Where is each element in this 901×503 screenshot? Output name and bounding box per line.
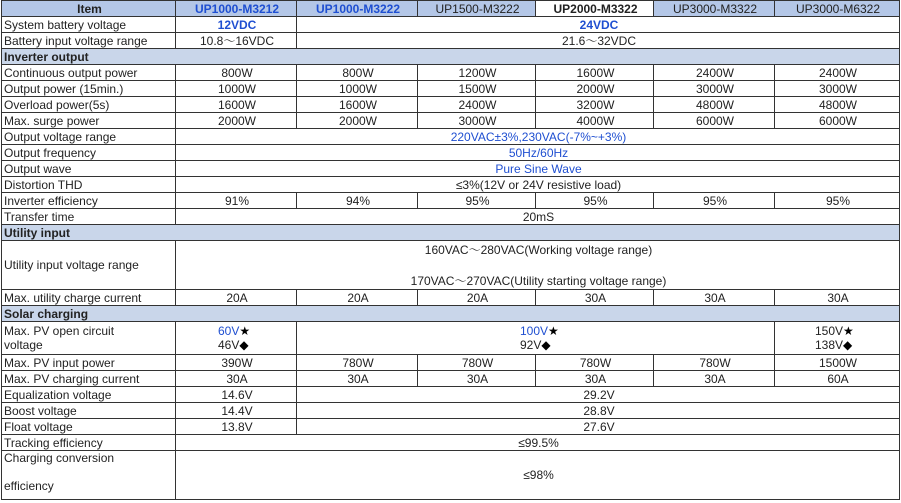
utility-starting-range: 170VAC～270VAC(Utility starting voltage range) — [410, 273, 667, 288]
cell: 20A — [418, 290, 536, 306]
utility-working-range: 160VAC～280VAC(Working voltage range) — [424, 242, 653, 257]
table-row — [2, 97, 900, 113]
pv-voltage-star-value: 100V — [520, 324, 549, 338]
cell: 30A — [775, 290, 900, 306]
cell: 30A — [654, 290, 775, 306]
row-label — [2, 451, 176, 500]
row-label: Overload power(5s) — [2, 97, 176, 113]
cell: 30A — [176, 371, 297, 387]
cell: 95% — [775, 193, 900, 209]
cell: 14.6V — [176, 387, 297, 403]
cell: 220VAC±3%,230VAC(-7%~+3%) — [176, 129, 900, 145]
star-icon: ★ — [548, 324, 559, 338]
cell: 27.6V — [297, 419, 900, 435]
section-title: Inverter output — [2, 49, 900, 65]
header-model: UP3000-M3322 — [654, 1, 775, 17]
table-row — [2, 322, 900, 355]
cell: 6000W — [654, 113, 775, 129]
cell: 94% — [297, 193, 418, 209]
table-row — [2, 403, 900, 419]
table-row — [2, 387, 900, 403]
row-label: Continuous output power — [2, 65, 176, 81]
cell: 60A — [775, 371, 900, 387]
cell: 30A — [536, 371, 654, 387]
section-title: Utility input — [2, 225, 900, 241]
row-label-line: voltage — [4, 338, 43, 352]
cell: 390W — [176, 355, 297, 371]
table-row — [2, 33, 900, 49]
row-label: Inverter efficiency — [2, 193, 176, 209]
header-model: UP1000-M3212 — [176, 1, 297, 17]
row-label: Equalization voltage — [2, 387, 176, 403]
pv-voltage-diamond-value: 92V — [520, 338, 542, 352]
cell: 1200W — [418, 65, 536, 81]
cell: 20A — [176, 290, 297, 306]
star-icon: ★ — [239, 324, 251, 338]
table-row — [2, 129, 900, 145]
cell: 2000W — [536, 81, 654, 97]
cell: 50Hz/60Hz — [176, 145, 900, 161]
cell: 4800W — [654, 97, 775, 113]
pv-voltage-star-value: 150V — [815, 324, 844, 338]
pv-voltage-diamond-value: 46V — [218, 338, 240, 352]
row-label: Max. utility charge current — [2, 290, 176, 306]
cell: 95% — [536, 193, 654, 209]
diamond-icon: ◆ — [541, 338, 551, 352]
row-label: Max. PV input power — [2, 355, 176, 371]
cell: 780W — [297, 355, 418, 371]
cell: 1500W — [775, 355, 900, 371]
cell: 95% — [654, 193, 775, 209]
cell: 21.6～32VDC — [297, 33, 900, 49]
row-label: Tracking efficiency — [2, 435, 176, 451]
cell: 13.8V — [176, 419, 297, 435]
cell: 2000W — [297, 113, 418, 129]
table-row — [2, 161, 900, 177]
table-row — [2, 209, 900, 225]
cell: 780W — [536, 355, 654, 371]
table-row — [2, 451, 900, 500]
cell: 2000W — [176, 113, 297, 129]
row-label: Output frequency — [2, 145, 176, 161]
row-label: Max. surge power — [2, 113, 176, 129]
cell: Pure Sine Wave — [176, 161, 900, 177]
cell: 1000W — [176, 81, 297, 97]
cell: 14.4V — [176, 403, 297, 419]
row-label: Output wave — [2, 161, 176, 177]
cell: ≤99.5% — [176, 435, 900, 451]
header-model: UP2000-M3322 — [536, 1, 654, 17]
cell: 800W — [176, 65, 297, 81]
cell: 95% — [418, 193, 536, 209]
header-model: UP1500-M3222 — [418, 1, 536, 17]
header-model: UP3000-M6322 — [775, 1, 900, 17]
cell: 30A — [536, 290, 654, 306]
cell: 2400W — [654, 65, 775, 81]
row-label: Output power (15min.) — [2, 81, 176, 97]
table-row — [2, 290, 900, 306]
row-label: Boost voltage — [2, 403, 176, 419]
section-header — [2, 49, 900, 65]
section-header — [2, 225, 900, 241]
cell: 12VDC — [176, 17, 297, 33]
pv-voltage-diamond-value: 138V — [815, 338, 844, 352]
cell: 29.2V — [297, 387, 900, 403]
table-row — [2, 113, 900, 129]
table-row — [2, 435, 900, 451]
cell: 3000W — [775, 81, 900, 97]
row-label: Float voltage — [2, 419, 176, 435]
cell: 780W — [418, 355, 536, 371]
row-label: Utility input voltage range — [2, 241, 176, 290]
cell: 1600W — [536, 65, 654, 81]
star-icon: ★ — [843, 324, 854, 338]
cell: 6000W — [775, 113, 900, 129]
cell: 10.8～16VDC — [176, 33, 297, 49]
row-label-line: Max. PV open circuit — [4, 324, 115, 338]
cell: 1000W — [297, 81, 418, 97]
cell: 28.8V — [297, 403, 900, 419]
header-item: Item — [2, 1, 176, 17]
row-label: Output voltage range — [2, 129, 176, 145]
table-row — [2, 241, 900, 290]
cell: 20A — [297, 290, 418, 306]
cell: 780W — [654, 355, 775, 371]
header-row — [2, 1, 900, 17]
table-row — [2, 81, 900, 97]
cell: 30A — [418, 371, 536, 387]
cell: 1500W — [418, 81, 536, 97]
cell — [176, 241, 900, 290]
cell: 20mS — [176, 209, 900, 225]
cell: ≤3%(12V or 24V resistive load) — [176, 177, 900, 193]
table-row — [2, 145, 900, 161]
cell: 1600W — [176, 97, 297, 113]
diamond-icon: ◆ — [843, 338, 853, 352]
cell — [176, 322, 297, 355]
header-model: UP1000-M3222 — [297, 1, 418, 17]
cell: 2400W — [775, 65, 900, 81]
row-label: System battery voltage — [2, 17, 176, 33]
cell: 800W — [297, 65, 418, 81]
cell — [297, 322, 775, 355]
table-row — [2, 193, 900, 209]
cell: 1600W — [297, 97, 418, 113]
cell — [775, 322, 900, 355]
cell: 3000W — [654, 81, 775, 97]
cell: 3000W — [418, 113, 536, 129]
cell: 2400W — [418, 97, 536, 113]
table-row — [2, 371, 900, 387]
cell: ≤98% — [176, 451, 900, 500]
table-row — [2, 65, 900, 81]
row-label: Distortion THD — [2, 177, 176, 193]
row-label: Transfer time — [2, 209, 176, 225]
cell: 91% — [176, 193, 297, 209]
section-header — [2, 306, 900, 322]
cell: 30A — [297, 371, 418, 387]
pv-voltage-star-value: 60V — [218, 324, 240, 338]
cell: 4000W — [536, 113, 654, 129]
row-label: Max. PV charging current — [2, 371, 176, 387]
section-title: Solar charging — [2, 306, 900, 322]
cell: 3200W — [536, 97, 654, 113]
table-row — [2, 355, 900, 371]
cell: 30A — [654, 371, 775, 387]
row-label-line: Charging conversion — [4, 451, 115, 465]
cell: 4800W — [775, 97, 900, 113]
row-label: Battery input voltage range — [2, 33, 176, 49]
cell: 24VDC — [297, 17, 900, 33]
row-label-line: efficiency — [4, 479, 54, 493]
diamond-icon: ◆ — [239, 338, 249, 352]
table-row — [2, 419, 900, 435]
spec-table — [1, 0, 900, 500]
table-row — [2, 177, 900, 193]
table-row — [2, 17, 900, 33]
row-label — [2, 322, 176, 355]
